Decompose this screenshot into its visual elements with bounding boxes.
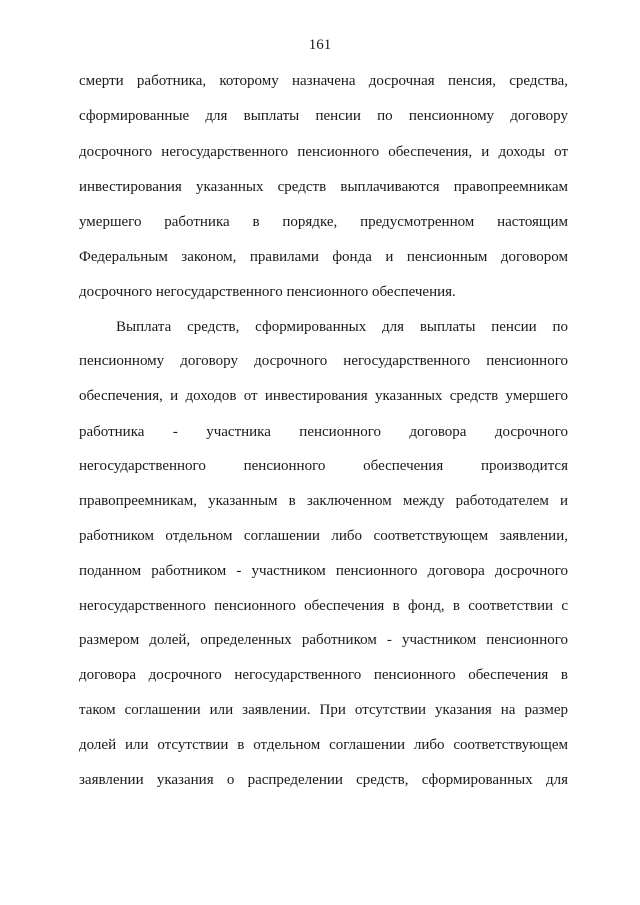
paragraph-1-line-2: сформированные для выплаты пенсии по пенсионному договору (79, 108, 568, 124)
paragraph-2-line-8: поданном работником - участником пенсионного договора досрочного (79, 563, 568, 579)
paragraph-2-line-6: правопреемникам, указанным в заключенном между работодателем и (79, 493, 568, 509)
paragraph-1-line-7: досрочного негосударственного пенсионного обеспечения. (79, 284, 456, 300)
paragraph-1-line-6: Федеральным законом, правилами фонда и пенсионным договором (79, 249, 568, 265)
paragraph-2-line-1: Выплата средств, сформированных для выплаты пенсии по (116, 319, 568, 335)
paragraph-2-line-7: работником отдельном соглашении либо соответствующем заявлении, (79, 528, 568, 544)
paragraph-1-line-5: умершего работника в порядке, предусмотренном настоящим (79, 214, 568, 230)
paragraph-2-line-13: долей или отсутствии в отдельном соглашении либо соответствующем (79, 737, 568, 753)
paragraph-2-line-9: негосударственного пенсионного обеспечения в фонд, в соответствии с (79, 598, 568, 614)
paragraph-2-line-3: обеспечения, и доходов от инвестирования указанных средств умершего (79, 388, 568, 404)
paragraph-2-line-4: работника - участника пенсионного договора досрочного (79, 424, 568, 440)
paragraph-2-line-10: размером долей, определенных работником - участником пенсионного (79, 632, 568, 648)
page-number: 161 (308, 37, 332, 53)
paragraph-1-line-1: смерти работника, которому назначена досрочная пенсия, средства, (79, 73, 568, 89)
paragraph-1-line-4: инвестирования указанных средств выплачиваются правопреемникам (79, 179, 568, 195)
paragraph-2-line-5: негосударственного пенсионного обеспечения производится (79, 458, 568, 474)
paragraph-2-line-11: договора досрочного негосударственного пенсионного обеспечения в (79, 667, 568, 683)
paragraph-2-line-14: заявлении указания о распределении средств, сформированных для (79, 772, 568, 788)
paragraph-1-line-3: досрочного негосударственного пенсионного обеспечения, и доходы от (79, 144, 568, 160)
paragraph-2-line-12: таком соглашении или заявлении. При отсутствии указания на размер (79, 702, 568, 718)
paragraph-2-line-2: пенсионному договору досрочного негосударственного пенсионного (79, 353, 568, 369)
